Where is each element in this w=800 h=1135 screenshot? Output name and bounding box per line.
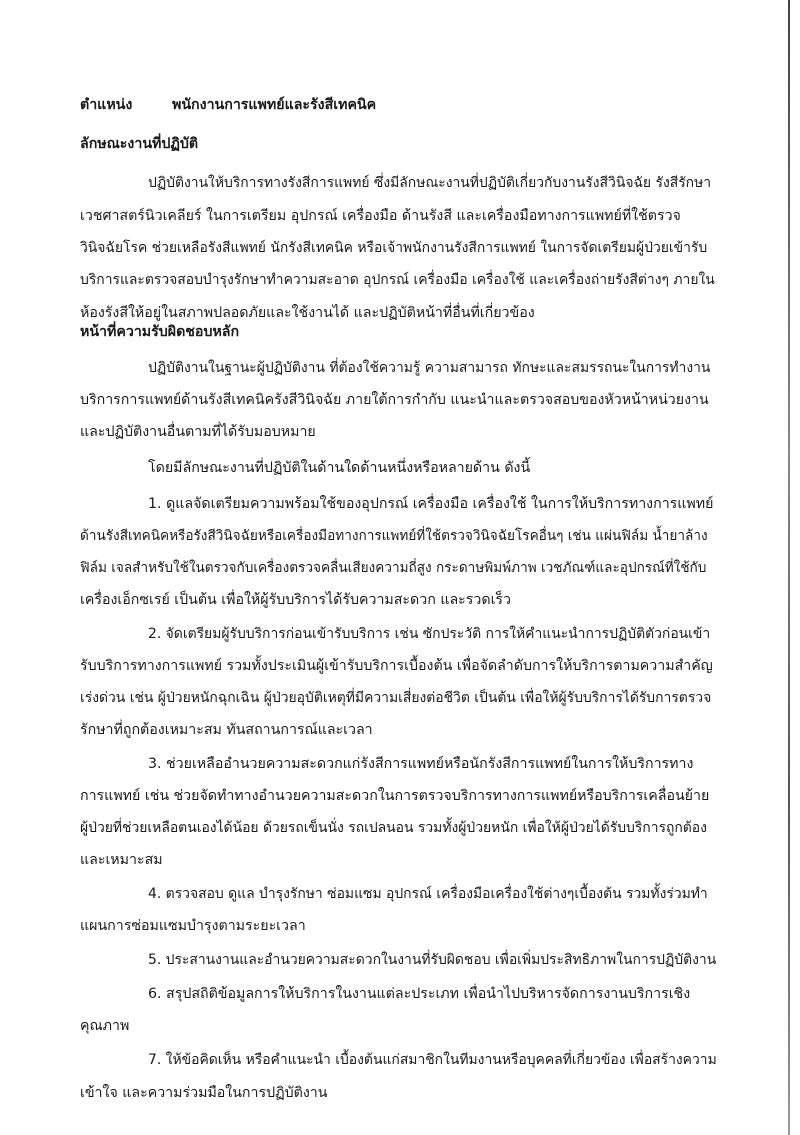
duty-line: วินิจฉัยโรค ช่วยเหลือรังสีแพทย์ นักรังสีเทคนิค หรือเจ้าพนักงานรังสีการแพทย์ ในการจัดเตรียมผู้ป่วยเข้ารับ	[80, 240, 708, 256]
duty-line: ปฏิบัติงานให้บริการทางรังสีการแพทย์ ซึ่งมีลักษณะงานที่ปฏิบัติเกี่ยวกับงานรังสีวินิจฉัย รังสีรักษา	[148, 175, 712, 191]
position-label: ตำแหน่ง	[80, 97, 133, 113]
item-line: ด้านรังสีเทคนิคหรือรังสีวินิจฉัยหรือเครื่องมือทางการแพทย์ที่ใช้ตรวจวินิจฉัยโรคอื่นๆ เช่น แผ่นฟิล์ม น้ำยาล้าง	[80, 528, 708, 544]
responsibility-line: และปฏิบัติงานอื่นตามที่ได้รับมอบหมาย	[80, 424, 316, 440]
item-line: 6. สรุปสถิติข้อมูลการให้บริการในงานแต่ละประเภท เพื่อนำไปบริหารจัดการงานบริการเชิง	[148, 986, 691, 1002]
item-line: ผู้ป่วยที่ช่วยเหลือตนเองได้น้อย ด้วยรถเข็นนั่ง รถเปลนอน รวมทั้งผู้ป่วยหนัก เพื่อให้ผู้ป่วยได้รับบริการถูกต้อง	[80, 820, 707, 836]
intro-line: โดยมีลักษณะงานที่ปฏิบัติในด้านใดด้านหนึ่งหรือหลายด้าน ดังนี้	[148, 460, 531, 476]
duty-line: ห้องรังสีให้อยู่ในสภาพปลอดภัยและใช้งานได้ และปฏิบัติหน้าที่อื่นที่เกี่ยวข้อง	[80, 305, 535, 321]
responsibility-line: บริการการแพทย์ด้านรังสีเทคนิครังสีวินิจฉัย ภายใต้การกำกับ แนะนำและตรวจสอบของหัวหน้าหน่วยงาน	[80, 392, 709, 408]
scan-edge-line	[788, 0, 790, 1135]
item-line: 4. ตรวจสอบ ดูแล บำรุงรักษา ซ่อมแซม อุปกรณ์ เครื่องมือเครื่องใช้ต่างๆเบื้องต้น รวมทั้งร่วมทำ	[148, 886, 708, 902]
responsibility-line: ปฏิบัติงานในฐานะผู้ปฏิบัติงาน ที่ต้องใช้ความรู้ ความสามารถ ทักษะและสมรรถนะในการทำงาน	[148, 360, 711, 376]
item-line: คุณภาพ	[80, 1018, 130, 1034]
duty-line: บริการและตรวจสอบบำรุงรักษาทำความสะอาด อุปกรณ์ เครื่องมือ เครื่องใช้ และเครื่องถ่ายรังสีต่างๆ ภายใน	[80, 272, 715, 288]
item-line: เข้าใจ และความร่วมมือในการปฏิบัติงาน	[80, 1085, 328, 1101]
duty-line: เวชศาสตร์นิวเคลียร์ ในการเตรียม อุปกรณ์ เครื่องมือ ด้านรังสี และเครื่องมือทางการแพทย์ที่ใช้ตรวจ	[80, 208, 681, 224]
item-line: แผนการซ่อมแซมบำรุงตามระยะเวลา	[80, 918, 306, 934]
item-line: 1. ดูแลจัดเตรียมความพร้อมใช้ของอุปกรณ์ เครื่องมือ เครื่องใช้ ในการให้บริการทางการแพทย์	[148, 496, 714, 512]
item-line: เร่งด่วน เช่น ผู้ป่วยหนักฉุกเฉิน ผู้ป่วยอุบัติเหตุที่มีความเสี่ยงต่อชีวิต เป็นต้น เพื่อให้ผู้รับบริการได้รับการตรวจ	[80, 690, 712, 706]
item-line: การแพทย์ เช่น ช่วยจัดทำทางอำนวยความสะดวกในการตรวจบริการทางการแพทย์หรือบริการเคลื่อนย้าย	[80, 788, 710, 804]
item-line: รับบริการทางการแพทย์ รวมทั้งประเมินผู้เข้ารับบริการเบื้องต้น เพื่อจัดลำดับการให้บริการตามความสำคัญ	[80, 658, 713, 674]
item-line: 5. ประสานงานและอำนวยความสะดวกในงานที่รับผิดชอบ เพื่อเพิ่มประสิทธิภาพในการปฏิบัติงาน	[148, 952, 717, 968]
item-line: 7. ให้ข้อคิดเห็น หรือคำแนะนำ เบื้องต้นแก่สมาชิกในทีมงานหรือบุคคลที่เกี่ยวข้อง เพื่อสร้างความ	[148, 1052, 717, 1068]
item-line: 2. จัดเตรียมผู้รับบริการก่อนเข้ารับบริการ เช่น ซักประวัติ การให้คำแนะนำการปฏิบัติตัวก่อนเข้า	[148, 626, 711, 642]
item-line: และเหมาะสม	[80, 852, 163, 868]
item-line: รักษาที่ถูกต้องเหมาะสม ทันสถานการณ์และเวลา	[80, 722, 373, 738]
responsibility-heading: หน้าที่ความรับผิดชอบหลัก	[80, 324, 240, 340]
position-title: พนักงานการแพทย์และรังสีเทคนิค	[172, 97, 377, 113]
item-line: ฟิล์ม เจลสำหรับใช้ในตรวจกับเครื่องตรวจคลื่นเสียงความถี่สูง กระดาษพิมพ์ภาพ เวชภัณฑ์และอุปกรณ์ที่ใช้กับ	[80, 560, 707, 576]
item-line: 3. ช่วยเหลืออำนวยความสะดวกแก่รังสีการแพทย์หรือนักรังสีการแพทย์ในการให้บริการทาง	[148, 756, 694, 772]
duty-heading: ลักษณะงานที่ปฏิบัติ	[80, 136, 199, 152]
item-line: เครื่องเอ็กซเรย์ เป็นต้น เพื่อให้ผู้รับบริการได้รับความสะดวก และรวดเร็ว	[80, 592, 512, 608]
